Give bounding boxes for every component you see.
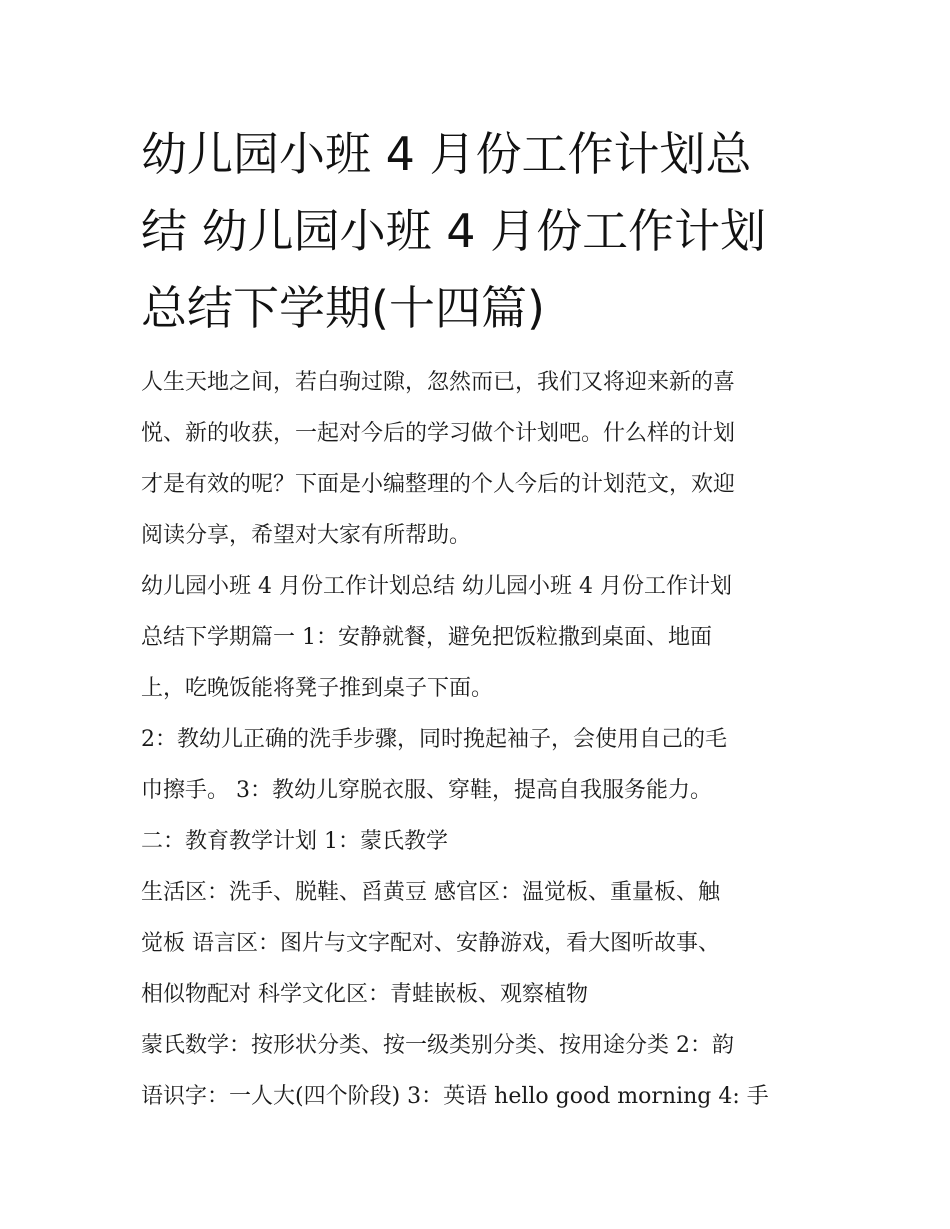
title-line: 结 幼儿园小班 4 月份工作计划 bbox=[141, 204, 767, 258]
text-line: 才是有效的呢？下面是小编整理的个人今后的计划范文，欢迎 bbox=[141, 472, 736, 497]
text-line: 觉板 语言区：图片与文字配对、安静游戏，看大图听故事、 bbox=[141, 931, 720, 956]
paragraph-intro bbox=[141, 357, 831, 561]
paragraph-teaching-plan bbox=[141, 816, 831, 867]
text-line: 总结下学期篇一 1：安静就餐，避免把饭粒撒到桌面、地面 bbox=[141, 625, 712, 650]
paragraph-handwashing bbox=[141, 714, 831, 816]
text-line: 阅读分享，希望对大家有所帮助。 bbox=[141, 523, 472, 548]
paragraph-activity-areas bbox=[141, 867, 831, 1020]
paragraph-montessori-math bbox=[141, 1020, 831, 1122]
title-line: 总结下学期(十四篇) bbox=[141, 281, 545, 335]
text-line: 生活区：洗手、脱鞋、舀黄豆 感官区：温觉板、重量板、触 bbox=[141, 880, 720, 905]
document-body bbox=[141, 357, 831, 1122]
title-line: 幼儿园小班 4 月份工作计划总 bbox=[141, 127, 752, 181]
text-line: 人生天地之间，若白驹过隙，忽然而已，我们又将迎来新的喜 bbox=[141, 370, 736, 395]
text-line: 巾擦手。 3：教幼儿穿脱衣服、穿鞋，提高自我服务能力。 bbox=[141, 778, 712, 803]
paragraph-section-one bbox=[141, 561, 831, 714]
text-line: 蒙氏数学：按形状分类、按一级类别分类、按用途分类 2：韵 bbox=[141, 1033, 734, 1058]
text-line: 上，吃晚饭能将凳子推到桌子下面。 bbox=[141, 676, 494, 701]
text-line: 二：教育教学计划 1：蒙氏教学 bbox=[141, 829, 448, 854]
text-line: 悦、新的收获，一起对今后的学习做个计划吧。什么样的计划 bbox=[141, 421, 736, 446]
text-line: 2：教幼儿正确的洗手步骤，同时挽起袖子，会使用自己的毛 bbox=[141, 727, 727, 752]
text-line: 语识字：一人大(四个阶段) 3：英语 hello good morning 4: 手 bbox=[141, 1084, 769, 1109]
text-line: 相似物配对 科学文化区：青蛙嵌板、观察植物 bbox=[141, 982, 588, 1007]
text-line: 幼儿园小班 4 月份工作计划总结 幼儿园小班 4 月份工作计划 bbox=[141, 574, 732, 599]
document-title bbox=[141, 116, 821, 347]
